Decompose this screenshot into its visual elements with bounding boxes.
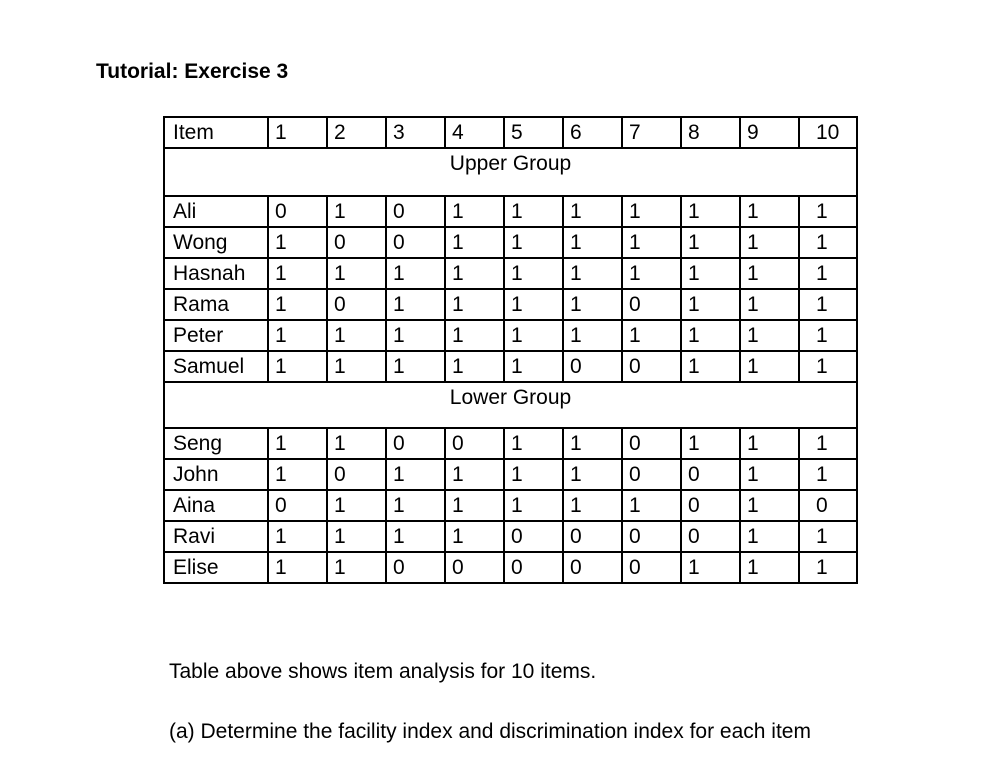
score-cell: 1 bbox=[799, 459, 857, 490]
score-cell: 1 bbox=[268, 258, 327, 289]
score-cell: 1 bbox=[268, 289, 327, 320]
score-cell: 1 bbox=[268, 227, 327, 258]
page-title: Tutorial: Exercise 3 bbox=[96, 60, 289, 83]
score-cell: 0 bbox=[268, 196, 327, 227]
header-row bbox=[164, 117, 857, 148]
score-cell: 1 bbox=[622, 258, 681, 289]
score-cell: 1 bbox=[740, 196, 799, 227]
score-cell: 1 bbox=[681, 196, 740, 227]
student-row bbox=[164, 258, 857, 289]
score-cell: 1 bbox=[504, 428, 563, 459]
score-cell: 1 bbox=[386, 521, 445, 552]
score-cell: 1 bbox=[504, 320, 563, 351]
score-cell: 1 bbox=[445, 459, 504, 490]
score-cell: 1 bbox=[268, 320, 327, 351]
student-row bbox=[164, 459, 857, 490]
header-cell: 8 bbox=[681, 117, 740, 148]
score-cell: 1 bbox=[681, 351, 740, 382]
score-cell: 1 bbox=[327, 258, 386, 289]
score-cell: 1 bbox=[445, 196, 504, 227]
score-cell: 1 bbox=[681, 320, 740, 351]
score-cell: 1 bbox=[681, 258, 740, 289]
score-cell: 1 bbox=[445, 320, 504, 351]
lower-group-label: Lower Group bbox=[164, 382, 857, 428]
student-name: Rama bbox=[164, 289, 268, 320]
header-cell: 5 bbox=[504, 117, 563, 148]
score-cell: 0 bbox=[504, 552, 563, 583]
score-cell: 1 bbox=[268, 351, 327, 382]
score-cell: 1 bbox=[740, 289, 799, 320]
header-cell: 3 bbox=[386, 117, 445, 148]
student-name: Hasnah bbox=[164, 258, 268, 289]
score-cell: 1 bbox=[445, 258, 504, 289]
score-cell: 0 bbox=[268, 490, 327, 521]
score-cell: 1 bbox=[799, 552, 857, 583]
score-cell: 1 bbox=[327, 428, 386, 459]
score-cell: 1 bbox=[504, 196, 563, 227]
score-cell: 1 bbox=[445, 289, 504, 320]
student-name: Samuel bbox=[164, 351, 268, 382]
score-cell: 0 bbox=[622, 351, 681, 382]
student-name: Seng bbox=[164, 428, 268, 459]
score-cell: 1 bbox=[504, 351, 563, 382]
student-row bbox=[164, 320, 857, 351]
score-cell: 0 bbox=[681, 459, 740, 490]
header-cell: 2 bbox=[327, 117, 386, 148]
score-cell: 0 bbox=[327, 459, 386, 490]
score-cell: 1 bbox=[740, 227, 799, 258]
student-row bbox=[164, 428, 857, 459]
score-cell: 0 bbox=[563, 351, 622, 382]
header-cell: 6 bbox=[563, 117, 622, 148]
score-cell: 0 bbox=[327, 289, 386, 320]
score-cell: 1 bbox=[622, 196, 681, 227]
score-cell: 1 bbox=[504, 459, 563, 490]
score-cell: 1 bbox=[327, 351, 386, 382]
score-cell: 1 bbox=[268, 459, 327, 490]
score-cell: 1 bbox=[386, 258, 445, 289]
question-a: (a) Determine the facility index and discrimination index for each item bbox=[169, 720, 811, 743]
score-cell: 1 bbox=[740, 351, 799, 382]
score-cell: 1 bbox=[681, 552, 740, 583]
student-row bbox=[164, 351, 857, 382]
score-cell: 1 bbox=[504, 227, 563, 258]
score-cell: 1 bbox=[386, 351, 445, 382]
score-cell: 1 bbox=[740, 490, 799, 521]
score-cell: 1 bbox=[268, 552, 327, 583]
student-name: Aina bbox=[164, 490, 268, 521]
score-cell: 1 bbox=[327, 552, 386, 583]
score-cell: 0 bbox=[622, 552, 681, 583]
score-cell: 1 bbox=[563, 459, 622, 490]
score-cell: 0 bbox=[386, 196, 445, 227]
score-cell: 0 bbox=[622, 459, 681, 490]
score-cell: 1 bbox=[740, 428, 799, 459]
score-cell: 0 bbox=[681, 521, 740, 552]
student-row bbox=[164, 521, 857, 552]
score-cell: 1 bbox=[622, 490, 681, 521]
student-name: Ali bbox=[164, 196, 268, 227]
score-cell: 1 bbox=[445, 227, 504, 258]
score-cell: 1 bbox=[681, 428, 740, 459]
header-cell: 7 bbox=[622, 117, 681, 148]
student-row bbox=[164, 196, 857, 227]
table-note: Table above shows item analysis for 10 items. bbox=[169, 660, 597, 683]
score-cell: 1 bbox=[504, 289, 563, 320]
score-cell: 1 bbox=[799, 196, 857, 227]
score-cell: 1 bbox=[445, 521, 504, 552]
score-cell: 1 bbox=[504, 490, 563, 521]
header-cell: 9 bbox=[740, 117, 799, 148]
score-cell: 1 bbox=[622, 320, 681, 351]
score-cell: 1 bbox=[386, 459, 445, 490]
score-cell: 0 bbox=[327, 227, 386, 258]
header-cell: 10 bbox=[799, 117, 857, 148]
score-cell: 1 bbox=[563, 258, 622, 289]
score-cell: 0 bbox=[386, 428, 445, 459]
score-cell: 1 bbox=[327, 196, 386, 227]
score-cell: 0 bbox=[622, 521, 681, 552]
item-analysis-table bbox=[163, 116, 858, 584]
student-name: Ravi bbox=[164, 521, 268, 552]
score-cell: 1 bbox=[504, 258, 563, 289]
score-cell: 1 bbox=[563, 428, 622, 459]
score-cell: 1 bbox=[268, 428, 327, 459]
score-cell: 1 bbox=[799, 428, 857, 459]
header-cell: 4 bbox=[445, 117, 504, 148]
student-name: Elise bbox=[164, 552, 268, 583]
table-body bbox=[164, 117, 857, 583]
student-row bbox=[164, 227, 857, 258]
score-cell: 1 bbox=[740, 552, 799, 583]
score-cell: 1 bbox=[327, 521, 386, 552]
student-row bbox=[164, 289, 857, 320]
score-cell: 1 bbox=[386, 490, 445, 521]
score-cell: 1 bbox=[327, 490, 386, 521]
score-cell: 1 bbox=[445, 351, 504, 382]
score-cell: 1 bbox=[740, 320, 799, 351]
score-cell: 0 bbox=[504, 521, 563, 552]
upper-group-row bbox=[164, 148, 857, 196]
score-cell: 1 bbox=[386, 289, 445, 320]
score-cell: 1 bbox=[563, 196, 622, 227]
score-cell: 1 bbox=[740, 521, 799, 552]
score-cell: 1 bbox=[563, 227, 622, 258]
score-cell: 0 bbox=[445, 552, 504, 583]
upper-group-label: Upper Group bbox=[164, 148, 857, 196]
score-cell: 1 bbox=[799, 289, 857, 320]
score-cell: 1 bbox=[563, 490, 622, 521]
score-cell: 1 bbox=[799, 521, 857, 552]
header-cell: 1 bbox=[268, 117, 327, 148]
score-cell: 1 bbox=[563, 289, 622, 320]
score-cell: 0 bbox=[799, 490, 857, 521]
score-cell: 1 bbox=[268, 521, 327, 552]
student-row bbox=[164, 552, 857, 583]
score-cell: 1 bbox=[386, 320, 445, 351]
student-name: Wong bbox=[164, 227, 268, 258]
score-cell: 1 bbox=[799, 258, 857, 289]
score-cell: 1 bbox=[681, 227, 740, 258]
score-cell: 1 bbox=[445, 490, 504, 521]
score-cell: 0 bbox=[563, 521, 622, 552]
score-cell: 0 bbox=[386, 552, 445, 583]
score-cell: 1 bbox=[681, 289, 740, 320]
score-cell: 0 bbox=[622, 289, 681, 320]
lower-group-row bbox=[164, 382, 857, 428]
score-cell: 1 bbox=[799, 351, 857, 382]
score-cell: 1 bbox=[740, 459, 799, 490]
score-cell: 0 bbox=[563, 552, 622, 583]
score-cell: 1 bbox=[563, 320, 622, 351]
score-cell: 0 bbox=[445, 428, 504, 459]
score-cell: 1 bbox=[327, 320, 386, 351]
score-cell: 1 bbox=[799, 227, 857, 258]
score-cell: 1 bbox=[799, 320, 857, 351]
student-row bbox=[164, 490, 857, 521]
score-cell: 1 bbox=[622, 227, 681, 258]
score-cell: 1 bbox=[740, 258, 799, 289]
student-name: John bbox=[164, 459, 268, 490]
score-cell: 0 bbox=[386, 227, 445, 258]
score-cell: 0 bbox=[681, 490, 740, 521]
student-name: Peter bbox=[164, 320, 268, 351]
score-cell: 0 bbox=[622, 428, 681, 459]
header-cell: Item bbox=[164, 117, 268, 148]
